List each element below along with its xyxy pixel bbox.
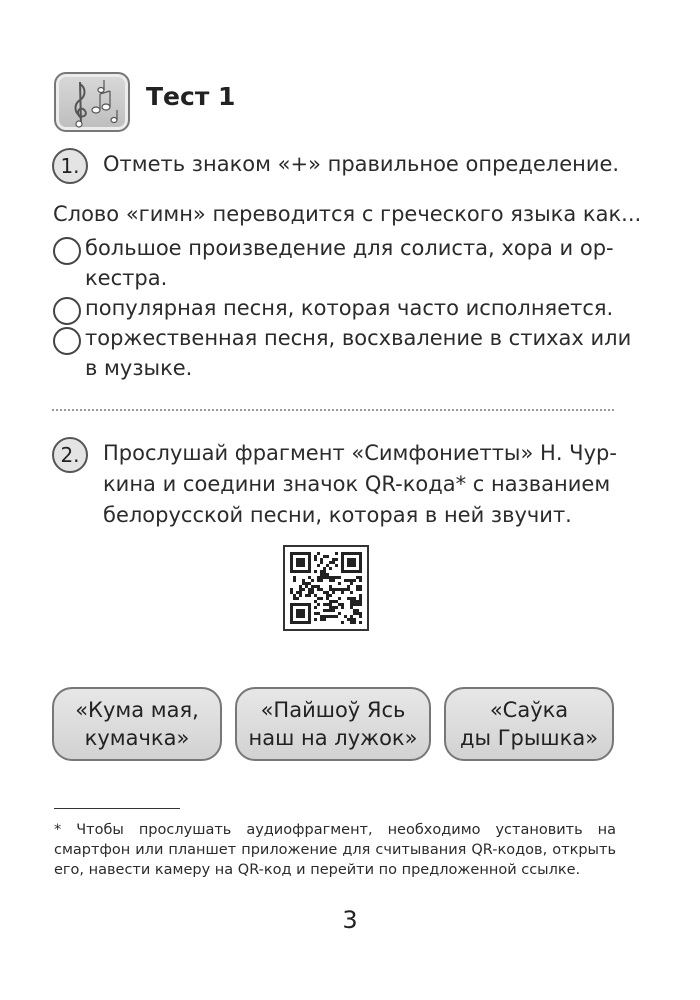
song-option-kuma[interactable] (52, 687, 222, 761)
song-3-line1: «Саўка (489, 698, 569, 722)
section-divider (52, 409, 614, 411)
qr-code-icon[interactable] (283, 545, 369, 631)
option-1-line2: кестра. (85, 266, 168, 290)
task2-line-1: Прослушай фрагмент «Симфониетты» Н. Чур- (103, 441, 617, 465)
song-option-sauka[interactable] (444, 687, 614, 761)
music-notes-icon (54, 72, 130, 132)
song-2-line2: наш на лужок» (248, 726, 418, 750)
option-radio-3[interactable] (53, 327, 81, 355)
task-number-1: 1. (52, 148, 88, 184)
page-number: 3 (342, 906, 358, 934)
song-1-line2: кумачка» (84, 726, 190, 750)
task1-instruction: Отметь знаком «+» правильное определение. (103, 152, 620, 176)
task-number-2: 2. (52, 437, 88, 473)
option-radio-2[interactable] (53, 297, 81, 325)
page-title: Тест 1 (146, 82, 236, 111)
task2-line-3: белорусской песни, которая в ней звучит. (103, 503, 572, 527)
footnote-rule (54, 808, 180, 809)
option-2-line1: популярная песня, которая часто исполняется. (85, 296, 614, 320)
song-2-line1: «Пайшоў Ясь (260, 698, 406, 722)
song-3-line2: ды Грышка» (459, 726, 599, 750)
option-3-line1: торжественная песня, восхваление в стихах или (85, 326, 632, 350)
option-radio-1[interactable] (53, 237, 81, 265)
footnote: * Чтобы прослушать аудиофрагмент, необходимо установить на смартфон или планшет приложение для считывания QR-кодов, открыть его, навести камеру на QR-код и перейти по предложенной ссылке. (54, 822, 616, 878)
song-1-line1: «Кума мая, (75, 698, 199, 722)
task2-line-2: кина и соедини значок QR-кода* с названием (103, 472, 611, 496)
song-option-pajshou[interactable] (235, 687, 431, 761)
option-1-line1: большое произведение для солиста, хора и ор- (85, 236, 614, 260)
task1-prompt: Слово «гимн» переводится с греческого языка как... (53, 202, 642, 226)
option-3-line2: в музыке. (85, 356, 193, 380)
